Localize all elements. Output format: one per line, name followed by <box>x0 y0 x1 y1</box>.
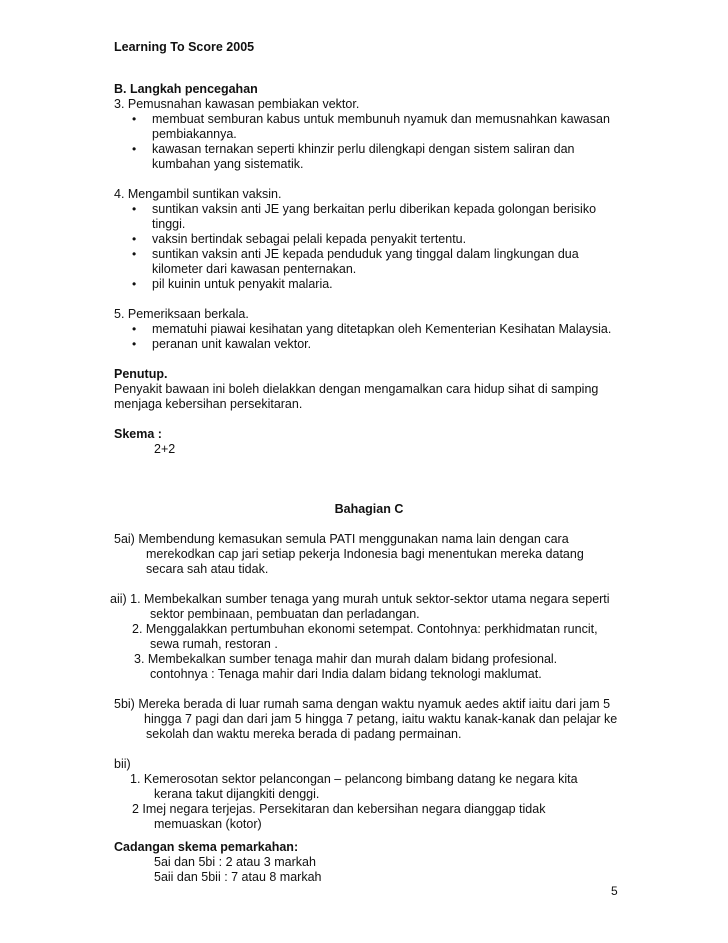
cadangan-title: Cadangan skema pemarkahan: <box>114 840 299 854</box>
q5aii-line: 3. Membekalkan sumber tenaga mahir dan murah dalam bidang profesional. <box>134 652 558 666</box>
q5aii-line: sektor pembinaan, pembuatan dan perladangan. <box>150 607 420 621</box>
bullet-icon: • <box>132 247 137 261</box>
bullet: • mematuhi piawai kesihatan yang ditetapkan oleh Kementerian Kesihatan Malaysia. <box>132 322 612 336</box>
item-4-label: 4. Mengambil suntikan vaksin. <box>114 187 282 201</box>
q5aii-line: sewa rumah, restoran . <box>150 637 278 651</box>
bullet: • pil kuinin untuk penyakit malaria. <box>132 277 333 291</box>
q5bii-line: 1. Kemerosotan sektor pelancongan – pelancong bimbang datang ke negara kita <box>130 772 578 786</box>
q5aii-line: aii) 1. Membekalkan sumber tenaga yang murah untuk sektor-sektor utama negara seperti <box>110 592 610 606</box>
cadangan-line: 5aii dan 5bii : 7 atau 8 markah <box>154 870 322 884</box>
bullet-icon: • <box>132 202 137 216</box>
penutup-title: Penutup. <box>114 367 168 381</box>
q5aii-line: contohnya : Tenaga mahir dari India dalam bidang teknologi maklumat. <box>150 667 542 681</box>
bullet-icon: • <box>132 232 137 246</box>
q5ai-line: merekodkan cap jari setiap pekerja Indonesia bagi menentukan mereka datang <box>146 547 584 561</box>
bullet: • suntikan vaksin anti JE kepada penduduk yang tinggal dalam lingkungan dua kilometer dari kawasan penternakan. <box>132 247 579 276</box>
bullet: • kawasan ternakan seperti khinzir perlu dilengkapi dengan sistem saliran dan kumbahan yang sistematik. <box>132 142 575 171</box>
bullet: • membuat semburan kabus untuk membunuh nyamuk dan memusnahkan kawasan pembiakannya. <box>132 112 610 141</box>
bullet-icon: • <box>132 322 137 336</box>
bahagian-c-title: Bahagian C <box>334 502 404 516</box>
page-number: 5 <box>611 884 618 898</box>
skema-title: Skema : <box>114 427 162 441</box>
q5bii-line: 2 Imej negara terjejas. Persekitaran dan kebersihan negara dianggap tidak <box>132 802 546 816</box>
q5aii-line: 2. Menggalakkan pertumbuhan ekonomi setempat. Contohnya: perkhidmatan runcit, <box>132 622 598 636</box>
q5bii-label: bii) <box>114 757 131 771</box>
q5ai-line: secara sah atau tidak. <box>146 562 269 576</box>
bullet: • suntikan vaksin anti JE yang berkaitan perlu diberikan kepada golongan berisiko tinggi. <box>132 202 597 231</box>
page-header: Learning To Score 2005 <box>114 40 255 54</box>
q5bi-line: hingga 7 pagi dan dari jam 5 hingga 7 petang, iaitu waktu kanak-kanak dan pelajar ke <box>144 712 618 726</box>
penutup-line: Penyakit bawaan ini boleh dielakkan dengan mengamalkan cara hidup sihat di samping <box>114 382 599 396</box>
q5bi-line: sekolah dan waktu mereka berada di padang permainan. <box>146 727 462 741</box>
bullet-icon: • <box>132 112 137 126</box>
bullet-icon: • <box>132 337 137 351</box>
bullet-icon: • <box>132 142 137 156</box>
skema-value: 2+2 <box>154 442 176 456</box>
section-b-title: B. Langkah pencegahan <box>114 82 258 96</box>
q5bii-line: memuaskan (kotor) <box>154 817 262 831</box>
q5bi-line: 5bi) Mereka berada di luar rumah sama dengan waktu nyamuk aedes aktif iaitu dari jam 5 <box>114 697 611 711</box>
document-body <box>110 82 624 885</box>
q5ai-line: 5ai) Membendung kemasukan semula PATI menggunakan nama lain dengan cara <box>114 532 569 546</box>
bullet: • vaksin bertindak sebagai pelali kepada penyakit tertentu. <box>132 232 467 246</box>
penutup-line: menjaga kebersihan persekitaran. <box>114 397 303 411</box>
bullet: • peranan unit kawalan vektor. <box>132 337 312 351</box>
cadangan-line: 5ai dan 5bi : 2 atau 3 markah <box>154 855 316 869</box>
item-5-label: 5. Pemeriksaan berkala. <box>114 307 249 321</box>
q5bii-line: kerana takut dijangkiti denggi. <box>154 787 320 801</box>
bullet-icon: • <box>132 277 137 291</box>
item-3-label: 3. Pemusnahan kawasan pembiakan vektor. <box>114 97 360 111</box>
